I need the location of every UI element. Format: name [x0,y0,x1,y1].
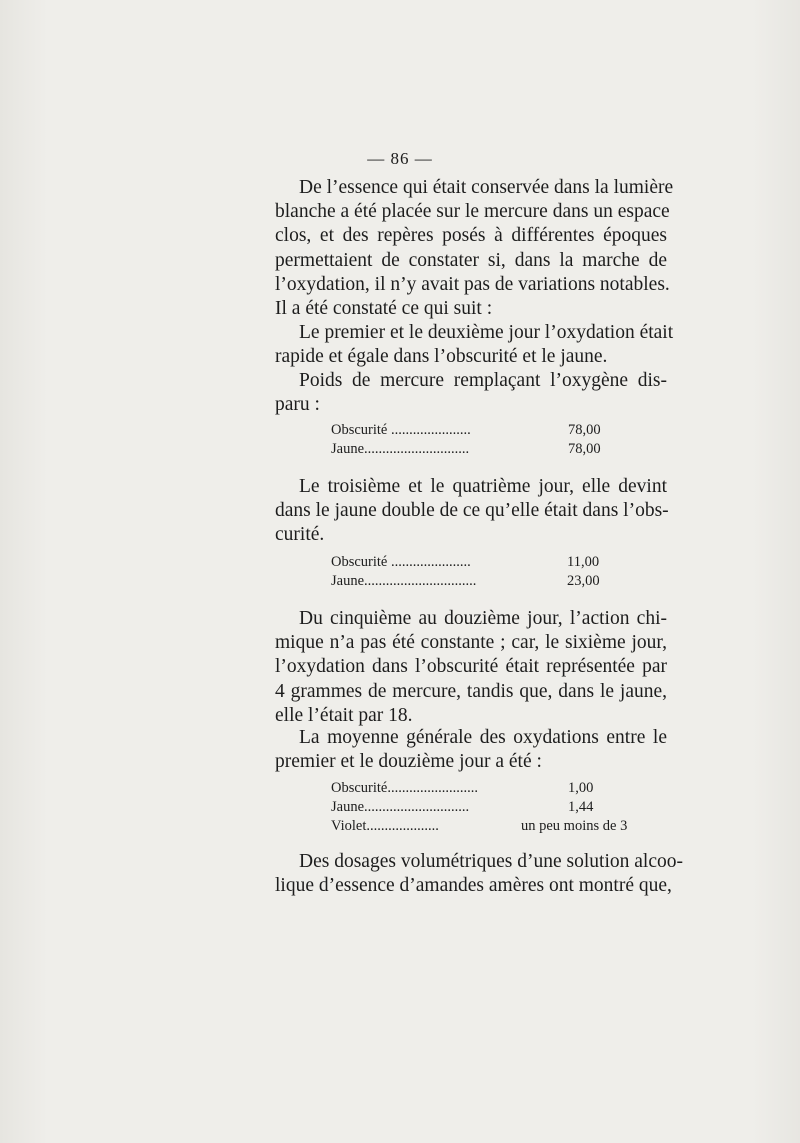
row-label: Jaune............................. [331,441,470,457]
text-line: blanche a été placée sur le mercure dans un espace [275,201,670,223]
text-line: La moyenne générale des oxydations entre le [299,727,667,748]
text-line: elle l’était par 18. [275,704,413,726]
row-value: 11,00 [567,554,600,570]
row-label: Obscurité ...................... [331,554,471,570]
text-line: Des dosages volumétriques d’une solution alcoo- [299,851,683,872]
paragraph-7 [275,850,683,898]
row-value: un peu moins de 3 [521,818,628,834]
text-line: Le premier et le deuxième jour l’oxydation était [299,322,674,343]
text-line: Le troisième et le quatrième jour, elle devint [299,476,667,497]
text-line: premier et le douzième jour a été : [275,751,542,773]
text-line: l’oxydation dans l’obscurité était représentée par [275,656,667,678]
text-line: clos, et des repères posés à différentes époques [275,225,667,247]
text-line: 4 grammes de mercure, tandis que, dans le jaune, [275,680,667,702]
row-label: Jaune............................... [331,573,477,589]
row-label: Obscurité ...................... [331,422,471,438]
paragraph-3 [275,369,667,417]
row-label: Jaune............................. [331,799,470,815]
text-line: paru : [275,394,320,416]
text-line: lique d’essence d’amandes amères ont montré que, [275,875,672,897]
row-value: 78,00 [568,422,601,438]
page-number: — 86 — [367,149,433,168]
text-line: permettaient de constater si, dans la marche de [275,249,667,271]
text-line: l’oxydation, il n’y avait pas de variations notables. [275,273,670,295]
text-line: Il a été constaté ce qui suit : [275,298,493,320]
text-line: rapide et égale dans l’obscurité et le jaune. [275,346,608,368]
paragraph-1 [275,176,674,321]
row-value: 78,00 [568,441,601,457]
row-label: Obscurité......................... [331,780,478,796]
text-line: curité. [275,524,325,546]
row-label: Violet.................... [331,818,439,834]
row-value: 1,00 [568,780,594,796]
text-line: Poids de mercure remplaçant l’oxygène dis- [299,370,667,391]
row-value: 1,44 [568,799,594,815]
paragraph-6 [275,726,667,774]
paragraph-5 [275,607,667,728]
text-line: mique n’a pas été constante ; car, le sixième jour, [275,632,667,654]
text-line: dans le jaune double de ce qu’elle était dans l’obs- [275,500,669,522]
text-line: De l’essence qui était conservée dans la lumière [299,177,674,198]
paragraph-2 [275,321,674,369]
text-line: Du cinquième au douzième jour, l’action chi- [299,608,667,629]
paragraph-4 [275,475,667,548]
row-value: 23,00 [567,573,600,589]
